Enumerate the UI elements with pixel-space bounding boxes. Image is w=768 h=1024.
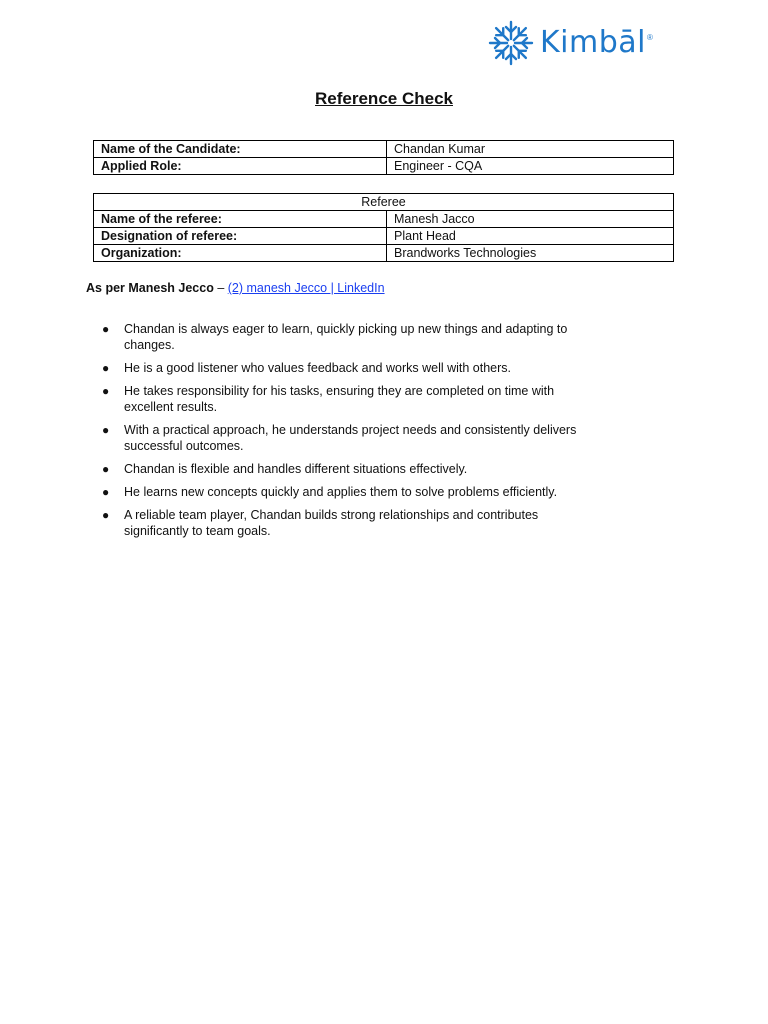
- list-item: ● Chandan is always eager to learn, quickly picking up new things and adapting to changes.: [102, 322, 568, 352]
- as-per-label: As per Manesh Jecco: [86, 281, 214, 295]
- table-row: [94, 141, 674, 158]
- candidate-table: [93, 140, 674, 175]
- referee-table: [93, 193, 674, 262]
- company-logo: [488, 20, 653, 66]
- table-row: [94, 228, 674, 245]
- table-row: [94, 194, 674, 211]
- candidate-name-value: Chandan Kumar: [387, 141, 674, 158]
- referee-name-value: Manesh Jacco: [387, 211, 674, 228]
- bullet-icon: ●: [102, 508, 110, 522]
- table-row: [94, 245, 674, 262]
- applied-role-label: Applied Role:: [94, 158, 387, 175]
- list-item: ● He takes responsibility for his tasks, ensuring they are completed on time with excellent results.: [102, 384, 555, 414]
- bullet-icon: ●: [102, 462, 110, 476]
- referee-designation-label: Designation of referee:: [94, 228, 387, 245]
- candidate-name-label: Name of the Candidate:: [94, 141, 387, 158]
- registered-mark: ®: [647, 32, 653, 42]
- as-per-line: [86, 281, 385, 295]
- bullet-icon: ●: [102, 485, 110, 499]
- referee-name-label: Name of the referee:: [94, 211, 387, 228]
- linkedin-link[interactable]: (2) manesh Jecco | LinkedIn: [227, 281, 385, 295]
- bullet-icon: ●: [102, 384, 110, 398]
- bullet-icon: ●: [102, 361, 110, 375]
- logo-wordmark: Kimbāl: [540, 25, 646, 60]
- referee-heading: Referee: [94, 194, 674, 211]
- feedback-list: [100, 321, 600, 546]
- organization-value: Brandworks Technologies: [387, 245, 674, 262]
- list-item: ● A reliable team player, Chandan builds strong relationships and contributes significantly to team goals.: [102, 508, 539, 538]
- bullet-icon: ●: [102, 322, 110, 336]
- page-title: Reference Check: [315, 89, 453, 108]
- list-item: ● With a practical approach, he understands project needs and consistently delivers successful outcomes.: [102, 423, 577, 453]
- list-item: ● He is a good listener who values feedback and works well with others.: [102, 361, 512, 375]
- list-item: ● He learns new concepts quickly and applies them to solve problems efficiently.: [102, 485, 558, 499]
- referee-designation-value: Plant Head: [387, 228, 674, 245]
- applied-role-value: Engineer - CQA: [387, 158, 674, 175]
- list-item: ● Chandan is flexible and handles different situations effectively.: [102, 462, 468, 476]
- kimbal-snowflake-icon: [488, 20, 534, 66]
- as-per-dash: –: [213, 281, 228, 295]
- bullet-icon: ●: [102, 423, 110, 437]
- organization-label: Organization:: [94, 245, 387, 262]
- table-row: [94, 211, 674, 228]
- table-row: [94, 158, 674, 175]
